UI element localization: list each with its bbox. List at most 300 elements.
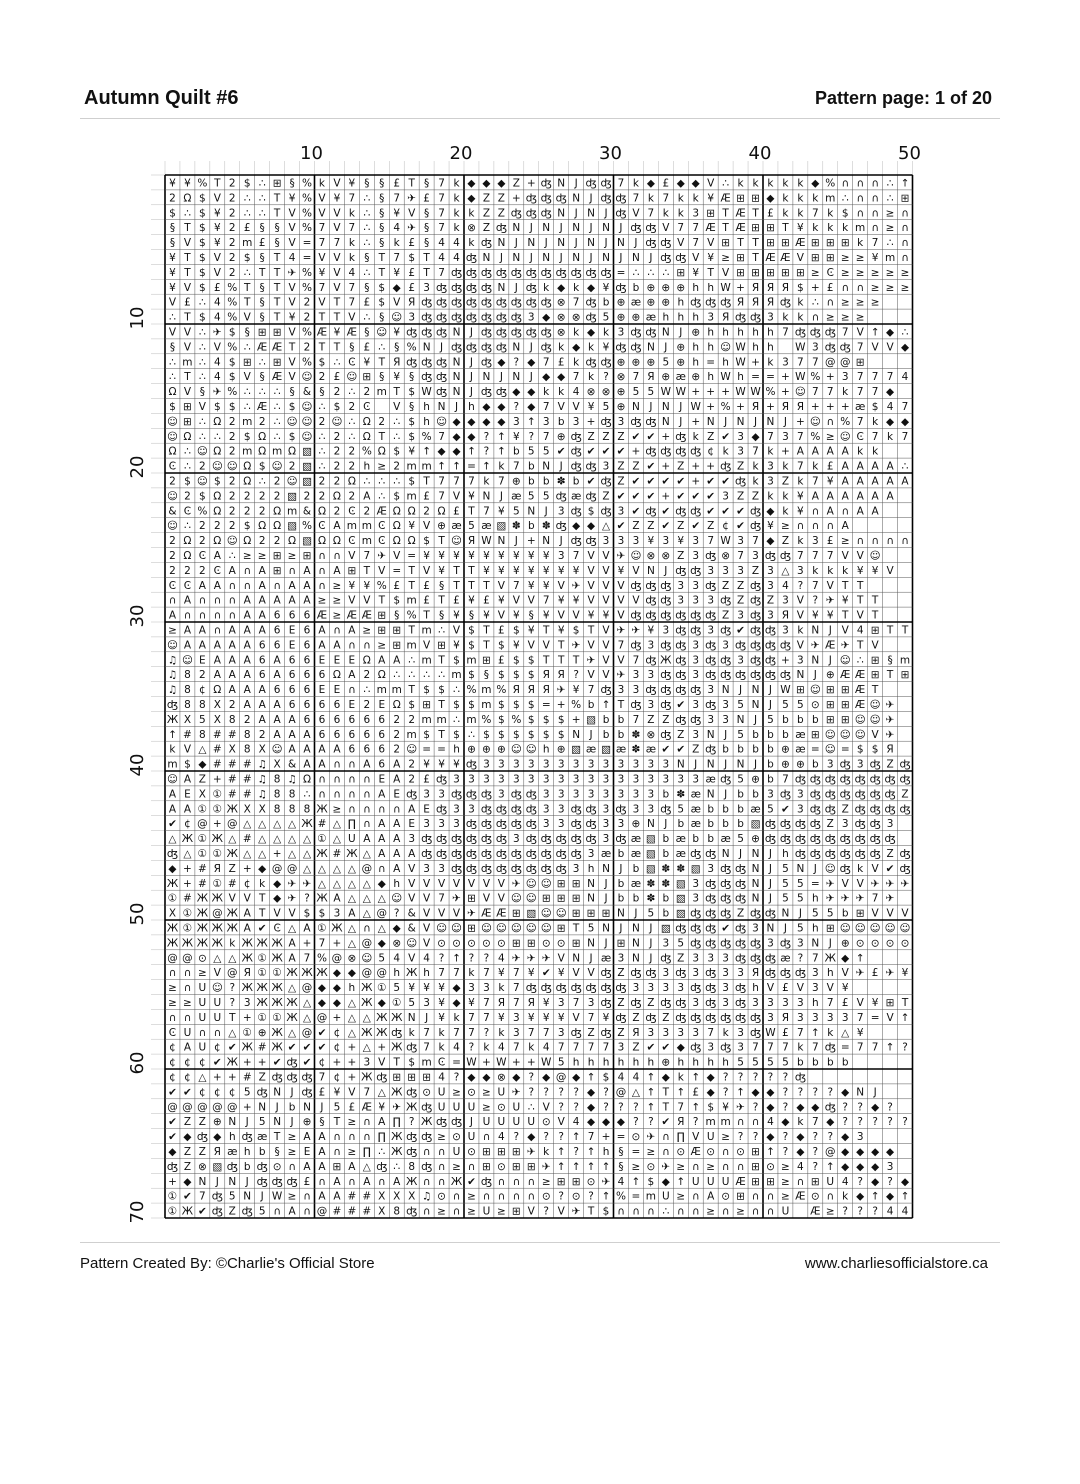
stitch-symbol: $ xyxy=(423,535,430,548)
stitch-symbol: ∴ xyxy=(303,788,311,801)
stitch-symbol: Ж xyxy=(450,1175,463,1188)
stitch-symbol: ʤ xyxy=(690,937,702,950)
stitch-symbol: V xyxy=(871,907,879,920)
stitch-symbol: k xyxy=(827,207,834,220)
stitch-symbol: ✔ xyxy=(736,505,745,518)
stitch-symbol: $ xyxy=(498,669,505,682)
stitch-symbol: ☺ xyxy=(869,922,881,935)
stitch-symbol: ≥ xyxy=(362,624,372,637)
stitch-symbol: 4 xyxy=(572,1116,580,1129)
stitch-symbol: k xyxy=(318,177,326,190)
stitch-symbol: ✔ xyxy=(706,505,716,518)
stitch-symbol: Я xyxy=(213,862,221,875)
stitch-symbol: A xyxy=(288,594,296,607)
stitch-symbol: 3 xyxy=(557,505,565,518)
stitch-symbol: Я xyxy=(527,996,535,1009)
stitch-symbol: % xyxy=(227,386,238,399)
stitch-symbol: § xyxy=(379,311,385,324)
stitch-symbol: Ж xyxy=(301,967,313,980)
stitch-symbol: ʤ xyxy=(720,624,732,637)
stitch-symbol: N xyxy=(572,222,581,235)
stitch-symbol: ʤ xyxy=(615,192,627,205)
stitch-symbol: % xyxy=(825,177,836,190)
stitch-symbol: § xyxy=(259,371,265,384)
stitch-symbol: k xyxy=(797,311,804,324)
stitch-symbol: ⊞ xyxy=(526,1160,536,1173)
stitch-symbol: A xyxy=(318,624,326,637)
stitch-symbol: h xyxy=(767,326,774,339)
stitch-symbol: A xyxy=(288,952,296,965)
stitch-symbol: Ω xyxy=(213,535,222,548)
stitch-symbol: ⊙ xyxy=(541,1190,551,1203)
stitch-symbol: b xyxy=(662,907,670,920)
stitch-symbol: ∴ xyxy=(243,341,251,354)
stitch-symbol: ⊙ xyxy=(496,1101,506,1114)
stitch-symbol: △ xyxy=(288,922,297,935)
stitch-symbol: Z xyxy=(826,818,834,831)
stitch-symbol: ʤ xyxy=(854,803,866,816)
stitch-symbol: 7 xyxy=(453,475,460,488)
stitch-symbol: A xyxy=(258,579,266,592)
stitch-symbol: ∩ xyxy=(198,594,207,607)
stitch-symbol: 4 xyxy=(213,311,221,324)
stitch-symbol: = xyxy=(616,1131,626,1144)
stitch-symbol: A xyxy=(288,937,296,950)
stitch-symbol: ʤ xyxy=(899,803,911,816)
stitch-symbol: ✔ xyxy=(646,430,656,443)
stitch-symbol: m xyxy=(286,505,298,518)
stitch-symbol: ¥ xyxy=(542,564,550,577)
stitch-symbol: $ xyxy=(453,728,460,741)
stitch-symbol: Ж xyxy=(271,982,283,995)
stitch-symbol: X xyxy=(408,1190,416,1203)
stitch-symbol: 7 xyxy=(632,371,640,384)
stitch-symbol: V xyxy=(841,624,849,637)
stitch-symbol: k xyxy=(573,356,580,369)
stitch-symbol: ∩ xyxy=(362,803,371,816)
stitch-symbol: ◆ xyxy=(452,982,461,995)
stitch-symbol: ⊕ xyxy=(661,296,671,309)
stitch-symbol: k xyxy=(797,207,804,220)
stitch-symbol: ◆ xyxy=(213,1131,222,1144)
stitch-symbol: 3 xyxy=(737,609,744,622)
stitch-symbol: ʤ xyxy=(480,847,492,860)
stitch-symbol: ⊞ xyxy=(616,937,626,950)
stitch-symbol: △ xyxy=(347,862,356,875)
stitch-symbol: ↑ xyxy=(810,1026,820,1039)
stitch-symbol: 4 xyxy=(288,251,296,264)
stitch-symbol: ? xyxy=(842,1116,849,1129)
stitch-symbol: $ xyxy=(408,251,416,264)
column-label: 50 xyxy=(898,143,921,164)
stitch-symbol: ✈ xyxy=(825,892,835,905)
stitch-symbol: ⊙ xyxy=(885,937,895,950)
stitch-symbol: ¥ xyxy=(468,549,475,562)
website-link[interactable]: www.charliesofficialstore.ca xyxy=(804,1254,988,1272)
stitch-symbol: ʤ xyxy=(779,818,791,831)
stitch-symbol: ✔ xyxy=(586,445,596,458)
stitch-symbol: ¥ xyxy=(572,594,580,607)
stitch-symbol: ∩ xyxy=(871,192,879,205)
stitch-symbol: Z xyxy=(781,475,790,488)
stitch-symbol: ¥ xyxy=(647,624,655,637)
stitch-symbol: $ xyxy=(393,445,401,458)
stitch-symbol: ① xyxy=(257,967,267,980)
stitch-symbol: Ͼ xyxy=(378,535,386,548)
stitch-symbol: ∩ xyxy=(901,251,909,264)
stitch-symbol: J xyxy=(619,251,623,264)
stitch-symbol: $ xyxy=(871,400,879,413)
stitch-symbol: J xyxy=(589,192,593,205)
stitch-symbol: Ͼ xyxy=(348,535,356,548)
stitch-symbol: E xyxy=(288,639,296,652)
stitch-symbol: ↑ xyxy=(601,698,611,711)
stitch-symbol: ∩ xyxy=(377,862,386,875)
stitch-symbol: A xyxy=(333,639,341,652)
stitch-symbol: 3 xyxy=(677,594,685,607)
stitch-symbol: 5 xyxy=(797,922,804,935)
stitch-symbol: 7 xyxy=(886,371,894,384)
stitch-symbol: ∴ xyxy=(243,192,251,205)
stitch-symbol: ¥ xyxy=(393,207,401,220)
stitch-symbol: b xyxy=(632,862,640,875)
stitch-symbol: 6 xyxy=(273,639,281,652)
stitch-symbol: 7 xyxy=(632,654,640,667)
stitch-symbol: A xyxy=(871,505,879,518)
stitch-symbol: J xyxy=(724,728,728,741)
stitch-symbol: 7 xyxy=(572,549,580,562)
stitch-symbol: ⊙ xyxy=(631,1131,641,1144)
stitch-symbol: £ xyxy=(453,594,460,607)
stitch-symbol: A xyxy=(826,445,834,458)
stitch-symbol: ʤ xyxy=(869,833,881,846)
stitch-symbol: h xyxy=(393,877,401,890)
stitch-symbol: V xyxy=(856,609,864,622)
stitch-symbol: Ж xyxy=(316,967,328,980)
stitch-symbol: ʤ xyxy=(495,341,507,354)
stitch-symbol: ✔ xyxy=(302,1056,312,1069)
stitch-symbol: Я xyxy=(512,684,520,697)
stitch-symbol: k xyxy=(632,177,639,190)
stitch-symbol: 2 xyxy=(243,505,251,518)
stitch-symbol: ʤ xyxy=(824,1041,836,1054)
stitch-symbol: ↑ xyxy=(496,445,506,458)
stitch-symbol: △ xyxy=(273,818,282,831)
stitch-symbol: & xyxy=(168,505,177,518)
stitch-symbol: 3 xyxy=(438,818,445,831)
stitch-symbol: ∩ xyxy=(377,1175,386,1188)
stitch-symbol: Z xyxy=(751,564,760,577)
stitch-symbol: 7 xyxy=(512,460,520,473)
stitch-symbol: $ xyxy=(498,639,505,652)
stitch-symbol: ʤ xyxy=(735,475,747,488)
stitch-symbol: ∩ xyxy=(766,1205,775,1218)
stitch-symbol: ∩ xyxy=(826,520,835,533)
stitch-symbol: ʤ xyxy=(809,818,821,831)
stitch-symbol: V xyxy=(796,609,804,622)
stitch-symbol: % xyxy=(376,579,387,592)
page-number: Pattern page: 1 of 20 xyxy=(814,87,992,108)
stitch-symbol: ʤ xyxy=(495,386,507,399)
stitch-symbol: 7 xyxy=(333,237,341,250)
stitch-symbol: ◆ xyxy=(452,996,461,1009)
stitch-symbol: ∴ xyxy=(393,475,401,488)
stitch-symbol: ? xyxy=(229,996,236,1009)
stitch-symbol: 4 xyxy=(498,1041,505,1054)
stitch-symbol: ∩ xyxy=(333,1145,341,1158)
stitch-symbol: ⊗ xyxy=(721,549,731,562)
stitch-symbol: h xyxy=(617,1056,625,1069)
stitch-symbol: ¥ xyxy=(557,564,565,577)
stitch-symbol: ʤ xyxy=(869,788,881,801)
stitch-symbol: ↑ xyxy=(885,1041,895,1054)
stitch-symbol: ʤ xyxy=(570,460,582,473)
stitch-symbol: 2 xyxy=(199,564,206,577)
stitch-symbol: Ω xyxy=(273,520,282,533)
stitch-symbol: @ xyxy=(301,1026,313,1039)
stitch-symbol: 8 xyxy=(288,803,296,816)
stitch-symbol: ʤ xyxy=(899,758,911,771)
stitch-symbol: ① xyxy=(377,982,387,995)
stitch-symbol: 7 xyxy=(363,1086,371,1099)
stitch-symbol: T xyxy=(244,281,251,294)
stitch-symbol: ↑ xyxy=(452,460,461,473)
stitch-symbol: 7 xyxy=(318,222,326,235)
stitch-symbol: £ xyxy=(348,1101,356,1114)
stitch-symbol: ʤ xyxy=(675,430,687,443)
stitch-symbol: ◆ xyxy=(482,1071,491,1084)
stitch-symbol: 2 xyxy=(169,564,176,577)
stitch-symbol: N xyxy=(751,877,760,890)
stitch-symbol: ◆ xyxy=(841,1160,850,1173)
stitch-symbol: ¥ xyxy=(423,549,430,562)
stitch-symbol: ≥ xyxy=(855,251,865,264)
stitch-symbol: ⊞ xyxy=(825,713,835,726)
stitch-symbol: N xyxy=(736,758,745,771)
stitch-symbol: 2 xyxy=(333,505,341,518)
stitch-symbol: V xyxy=(602,669,610,682)
stitch-symbol: § xyxy=(379,177,385,190)
stitch-symbol: N xyxy=(587,237,596,250)
stitch-symbol: h xyxy=(228,1131,236,1144)
stitch-symbol: ¥ xyxy=(542,1011,550,1024)
stitch-symbol: E xyxy=(378,773,386,786)
stitch-symbol: ? xyxy=(573,1086,579,1099)
stitch-symbol: ʤ xyxy=(510,266,522,279)
stitch-symbol: $ xyxy=(498,698,505,711)
stitch-symbol: ʤ xyxy=(570,505,582,518)
stitch-symbol: ʤ xyxy=(764,549,777,562)
stitch-symbol: ∩ xyxy=(168,594,177,607)
stitch-symbol: ʤ xyxy=(824,833,836,846)
stitch-symbol: ¢ xyxy=(318,1056,326,1069)
stitch-symbol: ʤ xyxy=(720,773,732,786)
stitch-symbol: b xyxy=(572,475,580,488)
stitch-symbol: V xyxy=(393,400,401,413)
stitch-symbol: ∩ xyxy=(422,1175,431,1188)
stitch-symbol: 3 xyxy=(542,773,550,786)
stitch-symbol: J xyxy=(514,237,518,250)
stitch-symbol: ∴ xyxy=(527,1101,535,1114)
stitch-symbol: £ xyxy=(871,967,879,980)
stitch-symbol: 7 xyxy=(438,430,445,443)
stitch-symbol: V xyxy=(826,982,834,995)
stitch-symbol: ∩ xyxy=(362,773,371,786)
stitch-symbol: = xyxy=(631,1145,641,1158)
stitch-symbol: ✈ xyxy=(212,326,222,339)
stitch-symbol: V xyxy=(288,296,296,309)
stitch-symbol: A xyxy=(198,624,206,637)
stitch-symbol: ¥ xyxy=(408,445,416,458)
stitch-symbol: 3 xyxy=(662,1026,670,1039)
stitch-symbol: J xyxy=(619,862,623,875)
stitch-symbol: 3 xyxy=(662,773,670,786)
stitch-symbol: ◆ xyxy=(512,386,521,399)
stitch-symbol: Ж xyxy=(391,1131,403,1144)
stitch-symbol: ⊕ xyxy=(795,758,805,771)
stitch-symbol: ⊞ xyxy=(870,654,880,667)
stitch-symbol: J xyxy=(664,818,668,831)
row-label: 40 xyxy=(127,753,148,777)
stitch-symbol: k xyxy=(782,460,789,473)
stitch-symbol: ʤ xyxy=(421,1131,433,1144)
stitch-symbol: ¥ xyxy=(438,549,445,562)
stitch-symbol: § xyxy=(289,177,295,190)
stitch-symbol: @ xyxy=(182,1101,193,1114)
stitch-symbol: $ xyxy=(512,624,520,637)
stitch-symbol: ∴ xyxy=(184,207,191,220)
stitch-symbol: ⊞ xyxy=(467,922,476,935)
stitch-symbol: ⊙ xyxy=(586,1175,596,1188)
stitch-symbol: æ xyxy=(570,490,582,503)
stitch-symbol: Z xyxy=(677,460,685,473)
stitch-symbol: ⊞ xyxy=(781,237,790,250)
stitch-symbol: V xyxy=(213,341,221,354)
stitch-symbol: 3 xyxy=(423,281,430,294)
stitch-symbol: 8 xyxy=(243,743,251,756)
stitch-symbol: J xyxy=(559,460,563,473)
stitch-symbol: ? xyxy=(887,1101,893,1114)
stitch-symbol: ¢ xyxy=(184,1071,191,1084)
stitch-symbol: ◆ xyxy=(258,862,267,875)
stitch-symbol: A xyxy=(826,490,834,503)
stitch-symbol: 5 xyxy=(647,907,655,920)
stitch-symbol: h xyxy=(662,311,670,324)
stitch-symbol: ◆ xyxy=(168,862,177,875)
stitch-symbol: ↑ xyxy=(736,1086,745,1099)
stitch-symbol: Z xyxy=(497,207,505,220)
stitch-symbol: ≥ xyxy=(721,251,731,264)
stitch-symbol: 4 xyxy=(572,386,580,399)
stitch-symbol: ☺ xyxy=(406,937,418,950)
stitch-symbol: ≥ xyxy=(840,535,850,548)
stitch-symbol: ≥ xyxy=(825,311,835,324)
stitch-symbol: $ xyxy=(288,400,296,413)
stitch-symbol: ☺ xyxy=(824,743,836,756)
stitch-symbol: $ xyxy=(408,415,416,428)
stitch-symbol: = xyxy=(452,1056,461,1069)
stitch-symbol: ↑ xyxy=(870,1190,880,1203)
stitch-symbol: ⊞ xyxy=(556,877,566,890)
stitch-symbol: 6 xyxy=(318,713,326,726)
stitch-symbol: 5 xyxy=(752,1056,759,1069)
stitch-symbol: ⊕ xyxy=(631,818,641,831)
stitch-symbol: N xyxy=(676,758,685,771)
stitch-symbol: ʤ xyxy=(705,698,717,711)
stitch-symbol: △ xyxy=(228,833,237,846)
stitch-symbol: ʤ xyxy=(406,1086,418,1099)
stitch-symbol: b xyxy=(841,1056,849,1069)
stitch-symbol: ☺ xyxy=(480,922,492,935)
stitch-symbol: ⊞ xyxy=(571,1175,581,1188)
stitch-symbol: % xyxy=(227,341,238,354)
stitch-symbol: ◆ xyxy=(796,1145,805,1158)
stitch-symbol: ✔ xyxy=(556,445,566,458)
stitch-symbol: h xyxy=(826,967,834,980)
stitch-symbol: V xyxy=(871,341,879,354)
stitch-symbol: Æ xyxy=(316,609,328,622)
stitch-symbol: ↑ xyxy=(422,445,432,458)
stitch-symbol: A xyxy=(826,505,834,518)
stitch-symbol: T xyxy=(468,505,475,518)
stitch-symbol: J xyxy=(529,371,533,384)
stitch-symbol: ⊗ xyxy=(571,311,581,324)
stitch-symbol: ∴ xyxy=(722,177,729,190)
stitch-symbol: + xyxy=(212,773,222,786)
stitch-symbol: N xyxy=(512,251,521,264)
stitch-symbol: ☺ xyxy=(809,415,821,428)
stitch-symbol: 2 xyxy=(303,311,311,324)
stitch-symbol: ∴ xyxy=(318,445,326,458)
stitch-symbol: Ͼ xyxy=(437,1056,446,1069)
stitch-symbol: ∴ xyxy=(318,430,326,443)
stitch-symbol: k xyxy=(453,207,460,220)
stitch-symbol: # xyxy=(332,847,342,860)
stitch-symbol: k xyxy=(827,1026,834,1039)
stitch-symbol: N xyxy=(706,728,715,741)
stitch-symbol: % xyxy=(302,520,313,533)
stitch-symbol: V xyxy=(408,207,416,220)
stitch-symbol: m xyxy=(436,713,447,726)
stitch-symbol: h xyxy=(572,1056,580,1069)
stitch-symbol: 2 xyxy=(258,535,266,548)
stitch-symbol: 7 xyxy=(468,1026,475,1039)
stitch-symbol: ⊞ xyxy=(721,237,731,250)
stitch-symbol: 2 xyxy=(303,296,311,309)
stitch-symbol: 5 xyxy=(243,1086,251,1099)
stitch-symbol: 5 xyxy=(737,833,744,846)
stitch-symbol: ʤ xyxy=(495,818,507,831)
stitch-symbol: N xyxy=(542,222,551,235)
stitch-symbol: Z xyxy=(766,594,775,607)
stitch-symbol: ∩ xyxy=(168,967,177,980)
stitch-symbol: J xyxy=(739,847,743,860)
stitch-symbol: V xyxy=(408,862,416,875)
stitch-symbol: ◆ xyxy=(317,982,327,995)
stitch-symbol: U xyxy=(482,1116,491,1129)
stitch-symbol: ◆ xyxy=(497,177,506,190)
stitch-symbol: A xyxy=(258,594,266,607)
stitch-symbol: ʤ xyxy=(839,341,851,354)
stitch-symbol: ʤ xyxy=(436,773,448,786)
stitch-symbol: 5 xyxy=(826,907,834,920)
stitch-symbol: △ xyxy=(362,907,371,920)
stitch-symbol: + xyxy=(706,400,716,413)
stitch-symbol: $ xyxy=(199,207,206,220)
stitch-symbol: b xyxy=(722,803,729,816)
stitch-symbol: ¥ xyxy=(408,520,416,533)
stitch-symbol: Я xyxy=(781,609,790,622)
